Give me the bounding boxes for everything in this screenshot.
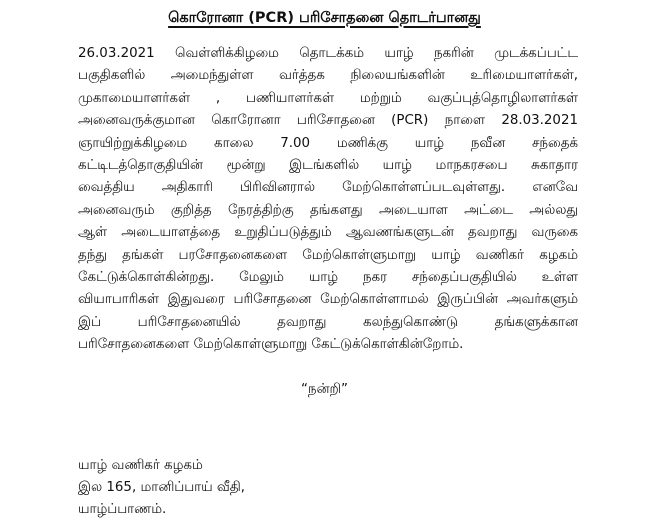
thanks-note: “நன்றி” [301,382,348,397]
document-body [78,43,578,356]
body-line: ஆள் அடையாளத்தை உறுதிப்படுத்தும் ஆவணங்களுடன் தவறாது வருகை [78,225,578,241]
body-line: 26.03.2021 வெள்ளிக்கிழமை தொடக்கம் யாழ் நகரின் முடக்கப்பட்ட [78,46,578,61]
signature-block [78,455,245,521]
body-line: கேட்டுக்கொள்கின்றது. மேலும் யாழ் நகர சந்தைப்பகுதியில் உள்ள [78,269,578,285]
body-line: ஞாயிற்றுக்கிழமை காலை 7.00 மணிக்கு யாழ் நவீன சந்தைக் [78,135,578,151]
body-line: முகாமையாளர்கள் , பணியாளர்கள் மற்றும் வகுப்புத்தொழிலாளர்கள் [78,90,578,106]
body-line: கட்டிடத்தொகுதியின் மூன்று இடங்களில் யாழ் மாநகரசபை சுகாதார [78,157,578,173]
signature-city: யாழ்ப்பாணம். [78,502,167,517]
document-title-text: கொரோனா (PCR) பரிசோதனை தொடர்பானது [168,10,481,26]
body-line: தந்து தங்கள் பரசோதனைகளை மேற்கொள்ளுமாறு யாழ் வணிகர் கழகம் [78,247,578,263]
body-line: பகுதிகளில் அமைந்துள்ள வர்த்தக நிலையங்களின் உரிமையாளர்கள், [78,68,578,84]
signature-organization: யாழ் வணிகர் கழகம் [78,458,203,473]
body-line: வைத்திய அதிகாரி பிரிவினரால் மேற்கொள்ளப்படவுள்ளது. எனவே [78,180,578,196]
body-line: பரிசோதனைகளை மேற்கொள்ளுமாறு கேட்டுக்கொள்கின்றோம். [78,337,464,353]
body-line: வியாபாரிகள் இதுவரை பரிசோதனை மேற்கொள்ளாமல் இருப்பின் அவர்களும் [78,292,578,308]
body-line: இப் பரிசோதனையில் தவறாது கலந்துகொண்டு தங்களுக்கான [78,314,578,330]
body-line: அனைவரும் குறித்த நேரத்திற்கு தங்களது அடையாள அட்டை அல்லது [78,202,578,218]
body-line: அனைவருக்குமான கொரோனா பரிசோதனை (PCR) நாளை 28.03.2021 [78,113,578,129]
signature-address: இல 165, மானிப்பாய் வீதி, [78,480,245,495]
document-title [0,8,649,28]
